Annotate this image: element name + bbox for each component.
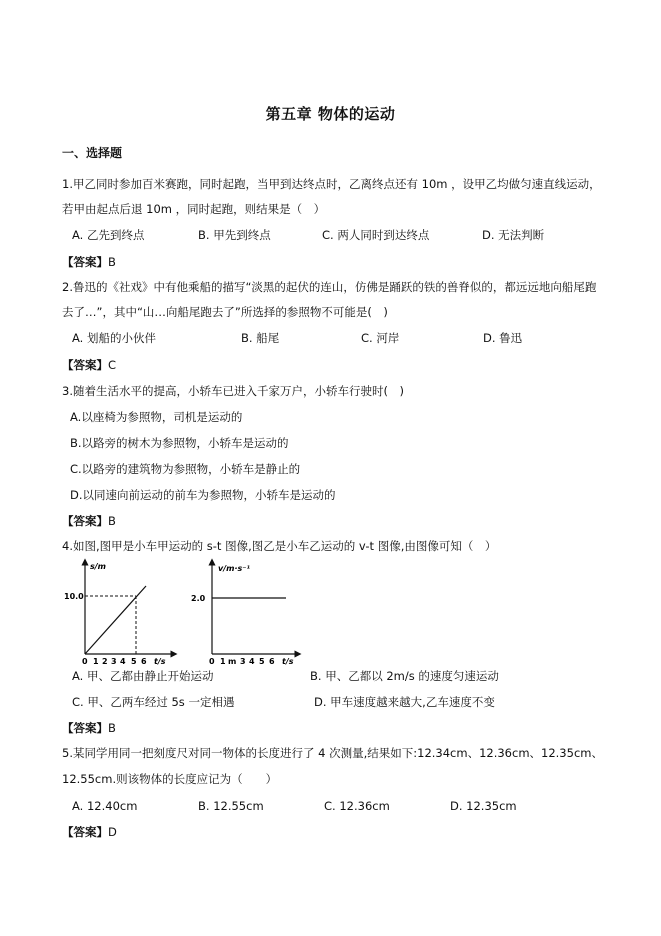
q5-option-d: D. 12.35cm [450, 799, 517, 813]
tick-label: 3 [240, 657, 246, 666]
q3-option-a: A.以座椅为参照物，司机是运动的 [70, 410, 243, 424]
q2-option-b: B. 船尾 [241, 331, 280, 345]
tick-label: 1 [220, 657, 226, 666]
graph-s-t [62, 558, 182, 668]
tick-label: 4 [120, 657, 126, 666]
q3-text-line1: 3.随着生活水平的提高，小轿车已进入千家万户，小轿车行驶时( ) [62, 384, 404, 398]
answer-label: 【答案】 [62, 514, 108, 528]
graph1-xlabel: t/s [154, 657, 166, 666]
q1-option-d: D. 无法判断 [482, 228, 545, 242]
q4-option-c: C. 甲、乙两车经过 5s 一定相遇 [72, 695, 235, 709]
page-title: 第五章 物体的运动 [265, 105, 396, 123]
graph-v-t [182, 558, 304, 668]
tick-label: 2 [102, 657, 108, 666]
answer-label: 【答案】 [62, 825, 108, 839]
q1-answer-value: B [108, 255, 116, 269]
q1-option-c: C. 两人同时到达终点 [322, 228, 430, 242]
tick-label: 5 [259, 657, 265, 666]
tick-label: 4 [249, 657, 255, 666]
graph2-ylabel: v/m·s⁻¹ [218, 564, 250, 573]
tick-label: 6 [269, 657, 275, 666]
q4-option-d: D. 甲车速度越来越大,乙车速度不变 [314, 695, 495, 709]
q3-option-c: C.以路旁的建筑物为参照物，小轿车是静止的 [70, 462, 301, 476]
q5-answer [62, 824, 117, 840]
graph2-xlabel: t/s [282, 657, 294, 666]
q5-text-line1: 5.某同学用同一把刻度尺对同一物体的长度进行了 4 次测量,结果如下:12.34cm、12.36cm、12.35cm、 [62, 746, 603, 760]
q2-option-a: A. 划船的小伙伴 [72, 331, 156, 345]
q2-text-line1: 2.鲁迅的《社戏》中有他乘船的描写“淡黑的起伏的连山，仿佛是踊跃的铁的兽脊似的，都远远地向船尾跑 [62, 280, 597, 294]
section-heading: 一、选择题 [62, 146, 123, 160]
q4-text-line1: 4.如图,图甲是小车甲运动的 s-t 图像,图乙是小车乙运动的 v-t 图像,由图像可知（ ） [62, 539, 497, 553]
q3-option-b: B.以路旁的树木为参照物，小轿车是运动的 [70, 436, 289, 450]
tick-label: 0 [209, 657, 215, 666]
q1-text-line2: 若甲由起点后退 10m ，同时起跑，则结果是（ ） [62, 202, 326, 216]
q1-answer [62, 254, 116, 270]
tick-label: 5 [131, 657, 137, 666]
answer-label: 【答案】 [62, 255, 108, 269]
tick-label: 0 [82, 657, 88, 666]
q5-option-c: C. 12.36cm [324, 799, 390, 813]
q3-answer-value: B [108, 514, 116, 528]
q1-option-a: A. 乙先到终点 [72, 228, 145, 242]
q4-answer [62, 720, 116, 736]
q4-option-a: A. 甲、乙都由静止开始运动 [72, 669, 214, 683]
answer-label: 【答案】 [62, 721, 108, 735]
tick-label: m [228, 657, 237, 666]
q1-text-line1: 1.甲乙同时参加百米赛跑，同时起跑，当甲到达终点时，乙离终点还有 10m ，设甲乙均做匀速直线运动， [62, 177, 601, 191]
q3-answer [62, 513, 116, 529]
answer-label: 【答案】 [62, 358, 108, 372]
tick-label: 1 [93, 657, 99, 666]
q1-option-b: B. 甲先到终点 [198, 228, 271, 242]
q3-option-d: D.以同速向前运动的前车为参照物，小轿车是运动的 [70, 488, 336, 502]
q5-answer-value: D [108, 825, 117, 839]
q2-text-line2: 去了…”，其中“山…向船尾跑去了”所选择的参照物不可能是( ) [62, 305, 388, 319]
tick-label: 6 [141, 657, 147, 666]
q4-option-b: B. 甲、乙都以 2m/s 的速度匀速运动 [310, 669, 499, 683]
q2-option-c: C. 河岸 [361, 331, 400, 345]
q2-answer-value: C [108, 358, 117, 372]
q2-option-d: D. 鲁迅 [483, 331, 523, 345]
graph1-ylabel: s/m [90, 562, 107, 571]
graph2-yvalue: 2.0 [191, 594, 206, 603]
q5-option-a: A. 12.40cm [72, 799, 138, 813]
q2-answer [62, 357, 116, 373]
graph1-yvalue: 10.0 [64, 592, 84, 601]
tick-label: 3 [111, 657, 117, 666]
q5-option-b: B. 12.55cm [198, 799, 264, 813]
q5-text-line2: 12.55cm.则该物体的长度应记为（ ） [62, 772, 278, 786]
q4-answer-value: B [108, 721, 116, 735]
